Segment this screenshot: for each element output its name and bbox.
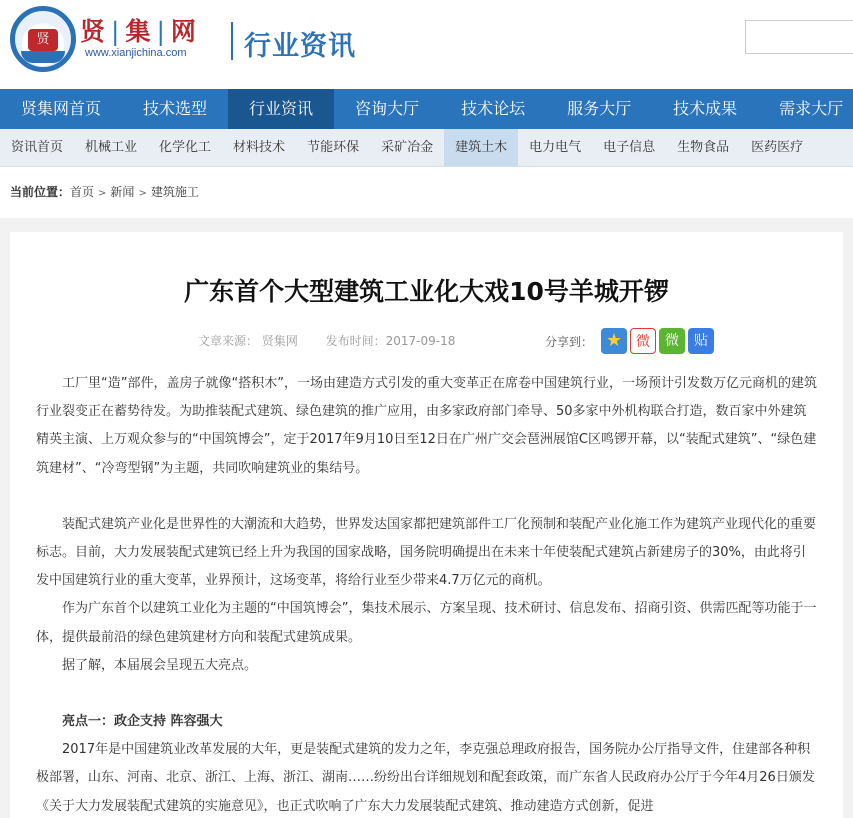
sub-nav-item-construction[interactable]: 建筑土木 xyxy=(444,129,518,166)
breadcrumb-news[interactable]: 新闻 xyxy=(110,185,135,199)
main-nav-item-tech-results[interactable]: 技术成果 xyxy=(673,99,738,118)
paragraph-spacer xyxy=(36,680,818,708)
sub-nav-item-mining[interactable]: 采矿冶金 xyxy=(381,140,434,155)
article-body xyxy=(36,370,818,818)
sub-nav-item-chemical[interactable]: 化学化工 xyxy=(159,140,212,155)
brand-separator: | xyxy=(156,17,167,46)
article-source: 文章来源： 贤集网 xyxy=(198,334,298,348)
brand-char-1: 贤 xyxy=(80,17,108,46)
wechat-share-icon[interactable]: 微 xyxy=(659,328,685,354)
main-nav-item-services[interactable]: 服务大厅 xyxy=(567,99,632,118)
chevron-right-icon: > xyxy=(138,188,147,199)
brand-char-3: 网 xyxy=(170,17,198,46)
brand-url: www.xianjichina.com xyxy=(85,47,187,59)
weibo-share-icon[interactable]: 微 xyxy=(630,328,656,354)
main-nav-item-consulting[interactable]: 咨询大厅 xyxy=(355,99,420,118)
breadcrumb xyxy=(0,167,853,218)
share-label: 分享到： xyxy=(545,334,594,349)
logo-mark: 贤 xyxy=(28,29,58,51)
sub-nav-item-materials[interactable]: 材料技术 xyxy=(233,140,286,155)
breadcrumb-home[interactable]: 首页 xyxy=(70,185,95,199)
article-paragraph: 2017年是中国建筑业改革发展的大年，更是装配式建筑的发力之年，李克强总理政府报告，国务院办公厅指导文件，住建部各种积极部署，山东、河南、北京、浙江、上海、浙江、湖南……纷纷出台详细规划和配套政策，而广东省人民政府办公厅于今年4月26日颁发《关于大力发展装配式建筑的实施意见》，也正式吹响了广东大力发展装配式建筑、推动建造方式创新，促进 xyxy=(36,742,815,814)
main-nav xyxy=(0,89,853,129)
qzone-share-icon[interactable]: ★ xyxy=(601,328,627,354)
sub-nav-item-electric[interactable]: 电力电气 xyxy=(529,140,582,155)
article-date: 发布时间：2017-09-18 xyxy=(325,334,456,348)
sub-nav-item-medical[interactable]: 医药医疗 xyxy=(751,140,804,155)
article-paragraph: 工厂里“造”部件，盖房子就像“搭积木”，一场由建造方式引发的重大变革正在席卷中国建筑行业，一场预计引发数万亿元商机的建筑行业裂变正在蓄势待发。为助推装配式建筑、绿色建筑的推广应用，由多家政府部门牵导、50多家中外机构联合打造，数百家中外建筑精英主演、上万观众参与的“中国筑博会”，定于2017年9月10日至12日在广州广交会琶洲展馆C区鸣锣开幕，以“装配式建筑”、“绿色建筑建材”、“冷弯型钢”为主题，共同吹响建筑业的集结号。 xyxy=(36,376,817,476)
article xyxy=(10,232,843,818)
brand-char-2: 集 xyxy=(125,17,153,46)
article-title: 广东首个大型建筑工业化大戏10号羊城开锣 xyxy=(184,277,669,306)
article-meta xyxy=(198,332,479,349)
breadcrumb-label: 当前位置： xyxy=(10,185,71,199)
brand-name[interactable] xyxy=(80,12,198,48)
section-title: 行业资讯 xyxy=(244,31,356,62)
tieba-share-icon[interactable]: 贴 xyxy=(688,328,714,354)
share-bar xyxy=(545,328,714,354)
chevron-right-icon: > xyxy=(98,188,107,199)
logo-base-shape xyxy=(21,51,65,63)
brand-separator: | xyxy=(111,17,122,46)
article-paragraph: 作为广东首个以建筑工业化为主题的“中国筑博会”，集技术展示、方案呈现、技术研讨、信息发布、招商引资、供需匹配等功能于一体，提供最前沿的绿色建筑建材方向和装配式建筑成果。 xyxy=(36,601,817,645)
sub-nav-item-energy-saving[interactable]: 节能环保 xyxy=(307,140,360,155)
logo-icon[interactable] xyxy=(10,6,76,72)
site-header xyxy=(0,0,853,89)
sub-nav-item-electronics[interactable]: 电子信息 xyxy=(603,140,656,155)
sub-nav xyxy=(0,129,853,167)
main-nav-item-industry-news[interactable]: 行业资讯 xyxy=(228,89,334,129)
main-nav-item-forum[interactable]: 技术论坛 xyxy=(461,99,526,118)
sub-nav-item-machinery[interactable]: 机械工业 xyxy=(85,140,138,155)
header-divider xyxy=(231,22,233,60)
sub-nav-item-news-home[interactable]: 资讯首页 xyxy=(11,140,64,155)
article-paragraph: 据了解，本届展会呈现五大亮点。 xyxy=(62,657,258,673)
sub-nav-item-bio-food[interactable]: 生物食品 xyxy=(677,140,730,155)
breadcrumb-construction[interactable]: 建筑施工 xyxy=(150,185,199,199)
main-nav-item-tech-selection[interactable]: 技术选型 xyxy=(143,99,208,118)
main-nav-item-home[interactable]: 贤集网首页 xyxy=(21,99,102,118)
search-input[interactable] xyxy=(745,20,853,54)
article-highlight-heading: 亮点一：政企支持 阵容强大 xyxy=(62,714,223,730)
main-nav-item-demand[interactable]: 需求大厅 xyxy=(779,99,844,118)
article-paragraph: 装配式建筑产业化是世界性的大潮流和大趋势，世界发达国家都把建筑部件工厂化预制和装配产业化施工作为建筑产业现代化的重要标志。目前，大力发展装配式建筑已经上升为我国的国家战略，国务院明确提出在未来十年使装配式建筑占新建房子的30%，由此将引发中国建筑行业的重大变革，业界预计，这场变革，将给行业至少带来4.7万亿元的商机。 xyxy=(36,516,817,589)
paragraph-spacer xyxy=(36,483,818,511)
